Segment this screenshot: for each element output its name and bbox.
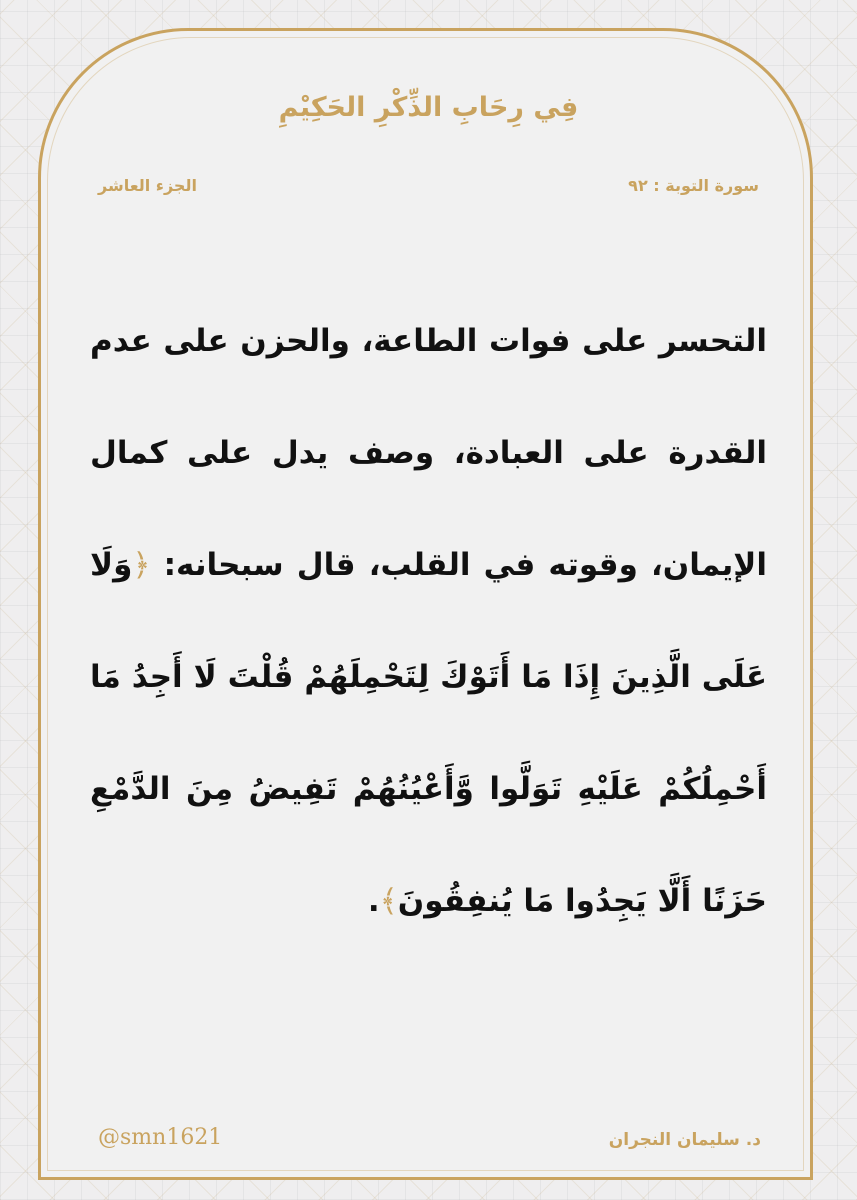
juz-label: الجزء العاشر — [98, 176, 197, 195]
surah-label: سورة التوبة : ٩٢ — [628, 176, 759, 195]
page-title: فِي رِحَابِ الذِّكْرِ الحَكِيْمِ — [278, 92, 579, 123]
intro-text: التحسر على فوات الطاعة، والحزن على عدم القدرة على العبادة، وصف يدل على كمال الإيمان، وقوته في القلب، قال سبحانه: — [90, 323, 767, 583]
verse-close-brace: ﴾ — [379, 883, 398, 919]
body-text — [90, 285, 767, 957]
verse-text: وَلَا عَلَى الَّذِينَ إِذَا مَا أَتَوْكَ لِتَحْمِلَهُمْ قُلْتَ لَا أَجِدُ مَا أَحْمِلُكُمْ عَلَيْهِ تَوَلَّوا وَّأَعْيُنُهُمْ تَفِيضُ مِنَ الدَّمْعِ حَزَنًا أَلَّا يَجِدُوا مَا يُنفِقُونَ — [90, 547, 767, 919]
verse-open-brace: ﴿ — [132, 547, 151, 583]
social-handle: @smn1621 — [98, 1125, 223, 1150]
end-mark: . — [367, 883, 380, 919]
author-name: د. سليمان النجران — [608, 1130, 761, 1150]
